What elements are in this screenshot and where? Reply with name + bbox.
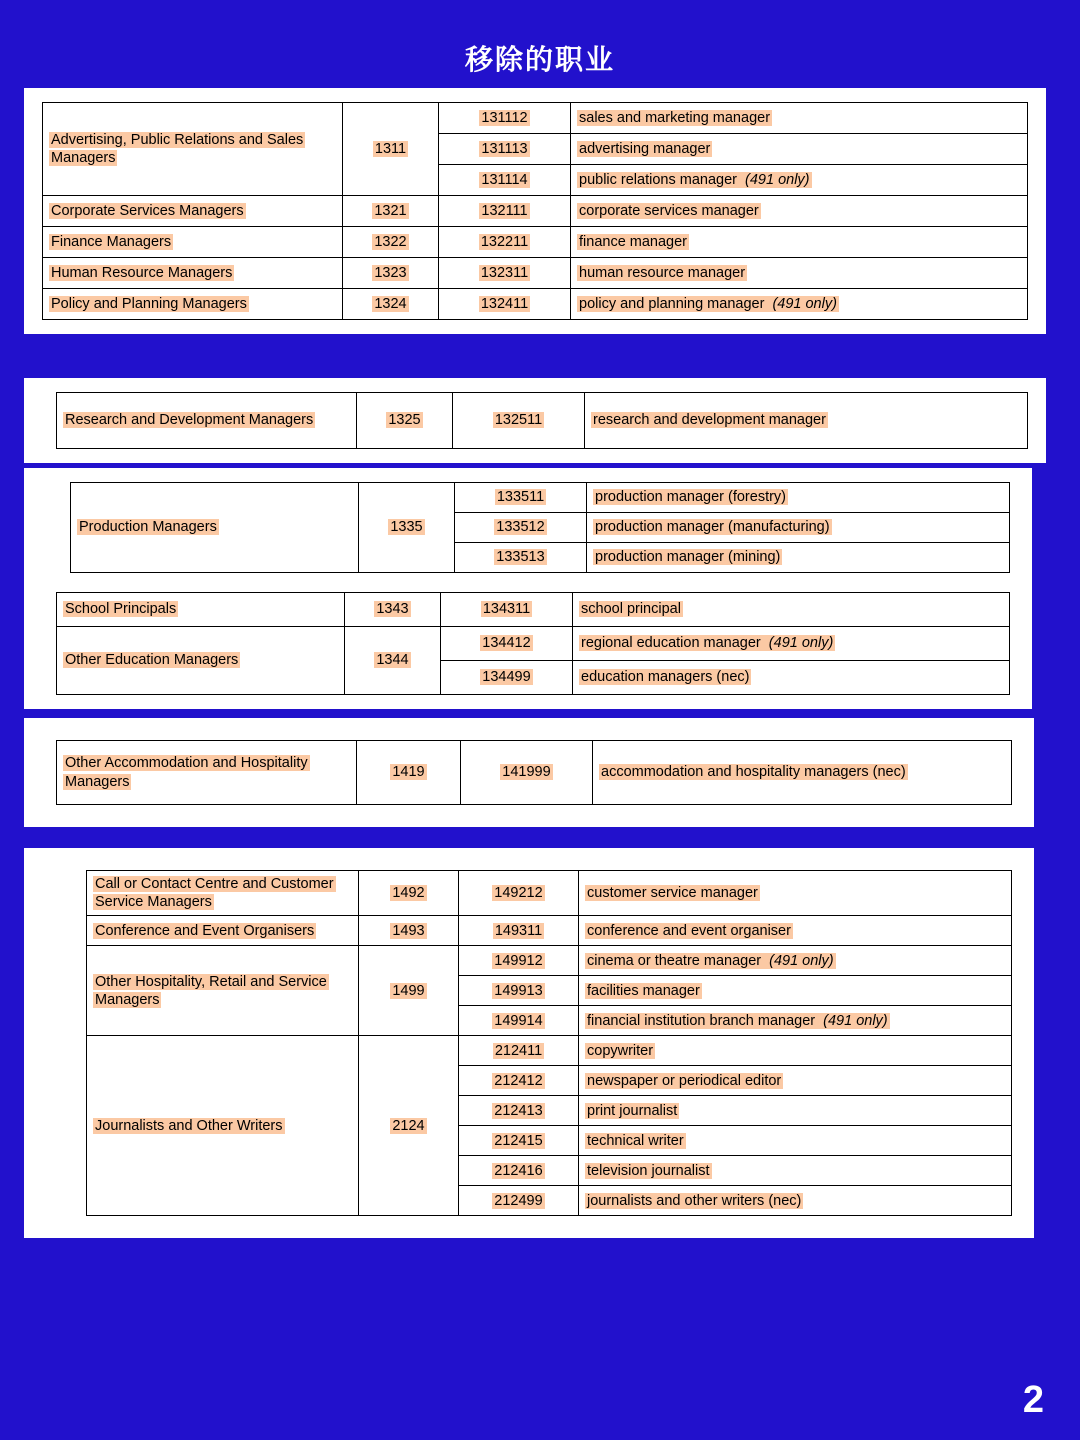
anzsco-6digit-code: 133513	[455, 543, 587, 573]
anzsco-6digit-code: 212412	[459, 1066, 579, 1096]
occupation-description: customer service manager	[579, 871, 1012, 916]
anzsco-6digit-code: 134412	[441, 627, 573, 661]
table-row	[87, 946, 1012, 976]
anzsco-6digit-code: 133512	[455, 513, 587, 543]
occupation-block-2	[24, 378, 1046, 463]
occupation-group-name: Corporate Services Managers	[43, 196, 343, 227]
page-number: 2	[1022, 1379, 1044, 1421]
anzsco-6digit-code: 132311	[439, 258, 571, 289]
occupation-block-4	[24, 578, 1032, 709]
occupation-description: corporate services manager	[571, 196, 1028, 227]
occupation-block-5	[24, 718, 1034, 827]
occupation-group-name: Other Accommodation and Hospitality Managers	[57, 741, 357, 805]
anzsco-6digit-code: 133511	[455, 483, 587, 513]
occupation-description: journalists and other writers (nec)	[579, 1186, 1012, 1216]
anzsco-4digit-code: 1311	[343, 103, 439, 196]
anzsco-4digit-code: 2124	[359, 1036, 459, 1216]
anzsco-6digit-code: 212415	[459, 1126, 579, 1156]
occupation-table	[56, 740, 1012, 805]
anzsco-6digit-code: 134499	[441, 661, 573, 695]
anzsco-4digit-code: 1324	[343, 289, 439, 320]
occupation-description: advertising manager	[571, 134, 1028, 165]
anzsco-6digit-code: 212499	[459, 1186, 579, 1216]
anzsco-4digit-code: 1499	[359, 946, 459, 1036]
occupation-description: production manager (manufacturing)	[587, 513, 1010, 543]
occupation-block-3	[24, 468, 1032, 587]
anzsco-6digit-code: 149914	[459, 1006, 579, 1036]
table-row	[57, 393, 1028, 449]
occupation-description: education managers (nec)	[573, 661, 1010, 695]
occupation-table	[70, 482, 1010, 573]
anzsco-4digit-code: 1335	[359, 483, 455, 573]
occupation-table	[86, 870, 1012, 1216]
anzsco-6digit-code: 131112	[439, 103, 571, 134]
occupation-description: human resource manager	[571, 258, 1028, 289]
occupation-description: finance manager	[571, 227, 1028, 258]
anzsco-4digit-code: 1321	[343, 196, 439, 227]
occupation-group-name: School Principals	[57, 593, 345, 627]
anzsco-6digit-code: 149913	[459, 976, 579, 1006]
table-row	[57, 741, 1012, 805]
anzsco-6digit-code: 131114	[439, 165, 571, 196]
anzsco-4digit-code: 1493	[359, 916, 459, 946]
occupation-description: television journalist	[579, 1156, 1012, 1186]
occupation-group-name: Finance Managers	[43, 227, 343, 258]
table-row	[87, 871, 1012, 916]
occupation-group-name: Journalists and Other Writers	[87, 1036, 359, 1216]
occupation-group-name: Call or Contact Centre and Customer Service Managers	[87, 871, 359, 916]
occupation-description: school principal	[573, 593, 1010, 627]
occupation-block-6	[24, 848, 1034, 1238]
anzsco-6digit-code: 212416	[459, 1156, 579, 1186]
anzsco-4digit-code: 1323	[343, 258, 439, 289]
occupation-group-name: Other Education Managers	[57, 627, 345, 695]
anzsco-4digit-code: 1322	[343, 227, 439, 258]
anzsco-4digit-code: 1492	[359, 871, 459, 916]
table-row	[43, 289, 1028, 320]
table-row	[57, 593, 1010, 627]
occupation-description: newspaper or periodical editor	[579, 1066, 1012, 1096]
occupation-description: facilities manager	[579, 976, 1012, 1006]
occupation-block-1	[24, 88, 1046, 334]
occupation-group-name: Advertising, Public Relations and Sales Managers	[43, 103, 343, 196]
occupation-description: production manager (mining)	[587, 543, 1010, 573]
occupation-description: conference and event organiser	[579, 916, 1012, 946]
anzsco-6digit-code: 149212	[459, 871, 579, 916]
anzsco-6digit-code: 141999	[461, 741, 593, 805]
occupation-group-name: Other Hospitality, Retail and Service Managers	[87, 946, 359, 1036]
table-row	[43, 103, 1028, 134]
table-row	[43, 196, 1028, 227]
occupation-description: regional education manager (491 only)	[573, 627, 1010, 661]
anzsco-6digit-code: 132511	[453, 393, 585, 449]
occupation-description: technical writer	[579, 1126, 1012, 1156]
occupation-group-name: Production Managers	[71, 483, 359, 573]
anzsco-6digit-code: 149912	[459, 946, 579, 976]
anzsco-4digit-code: 1419	[357, 741, 461, 805]
occupation-description: accommodation and hospitality managers (nec)	[593, 741, 1012, 805]
anzsco-6digit-code: 132211	[439, 227, 571, 258]
occupation-description: policy and planning manager (491 only)	[571, 289, 1028, 320]
table-row	[43, 258, 1028, 289]
occupation-description: public relations manager (491 only)	[571, 165, 1028, 196]
anzsco-6digit-code: 132411	[439, 289, 571, 320]
anzsco-6digit-code: 131113	[439, 134, 571, 165]
anzsco-4digit-code: 1344	[345, 627, 441, 695]
anzsco-4digit-code: 1343	[345, 593, 441, 627]
occupation-table	[56, 592, 1010, 695]
anzsco-6digit-code: 212411	[459, 1036, 579, 1066]
occupation-description: production manager (forestry)	[587, 483, 1010, 513]
occupation-table	[56, 392, 1028, 449]
occupation-group-name: Policy and Planning Managers	[43, 289, 343, 320]
anzsco-6digit-code: 134311	[441, 593, 573, 627]
occupation-description: print journalist	[579, 1096, 1012, 1126]
table-row	[71, 483, 1010, 513]
occupation-group-name: Human Resource Managers	[43, 258, 343, 289]
occupation-group-name: Conference and Event Organisers	[87, 916, 359, 946]
occupation-description: research and development manager	[585, 393, 1028, 449]
occupation-description: copywriter	[579, 1036, 1012, 1066]
occupation-description: financial institution branch manager (491 only)	[579, 1006, 1012, 1036]
anzsco-4digit-code: 1325	[357, 393, 453, 449]
table-row	[87, 916, 1012, 946]
table-row	[87, 1036, 1012, 1066]
anzsco-6digit-code: 149311	[459, 916, 579, 946]
anzsco-6digit-code: 212413	[459, 1096, 579, 1126]
occupation-table	[42, 102, 1028, 320]
occupation-group-name: Research and Development Managers	[57, 393, 357, 449]
occupation-description: cinema or theatre manager (491 only)	[579, 946, 1012, 976]
occupation-description: sales and marketing manager	[571, 103, 1028, 134]
page-title: 移除的职业	[464, 44, 615, 75]
table-row	[57, 627, 1010, 661]
table-row	[43, 227, 1028, 258]
anzsco-6digit-code: 132111	[439, 196, 571, 227]
